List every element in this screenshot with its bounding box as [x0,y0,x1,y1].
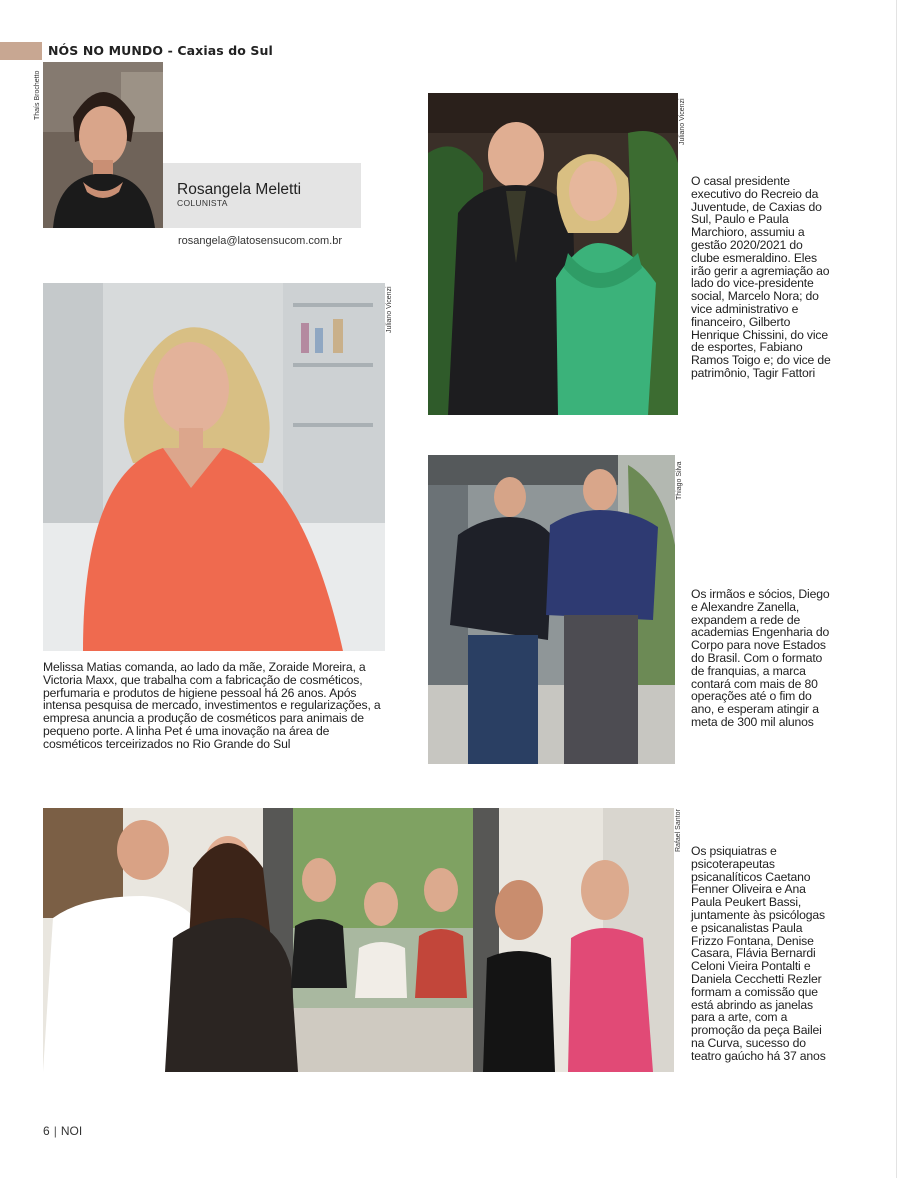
magazine-name: NOI [60,1124,83,1138]
section-tab-marker [0,42,42,60]
caption-melissa-matias: Melissa Matias comanda, ao lado da mãe, Zoraide Moreira, a Victoria Maxx, que trabalha com a fabricação de cosméticos, perfumaria e produtos de higiene pessoal há 26 anos. Após intensa pesquisa de mercado, investimentos e regularizações, a empresa anuncia a produção de cosméticos para animais de pequeno porte. A linha Pet é uma inovação na área de cosméticos terceirizados no Rio Grande do Sul [43,660,381,751]
caption-zanella: Os irmãos e sócios, Diego e Alexandre Zanella, expandem a rede de academias Engenharia do Corpo para nove Estados do Brasil. Com o formato de franquias, a marca contará com mais de 80 operações até o fim do ano, e esperam atingir a meta de 300 mil alunos [691,587,830,729]
photo-paulo-paula-marchioro [428,93,678,415]
photo-credit-3: Thiago Silva [676,461,683,500]
columnist-email[interactable]: rosangela@latosensucom.com.br [178,235,343,247]
photo-credit-4: Rafael Santor [675,809,682,852]
page-folio [43,1124,82,1138]
section-title: NÓS NO MUNDO [48,43,164,58]
photo-melissa-matias [43,283,385,651]
page-edge-rule [896,0,897,1178]
section-city: Caxias do Sul [177,43,273,58]
photo-credit-1: Juliano Vicenzi [386,286,393,333]
photo-credit-2: Juliano Vicenzi [679,98,686,145]
columnist-photo-credit: Thaís Brochetto [34,70,41,120]
caption-marchioro: O casal presidente executivo do Recreio da Juventude, de Caxias do Sul, Paulo e Paula Marchioro, assumiu a gestão 2020/2021 do clube esmeraldino. Eles irão gerir a agremiação ao lado do vice-presidente social, Marcelo Nora; do vice administrativo e financeiro, Gilberto Henrique Chissini, do vice de esportes, Fabiano Ramos Toigo e; do vice de patrimônio, Tagir Fattori [691,174,831,380]
caption-comissao: Os psiquiatras e psicoterapeutas psicanalíticos Caetano Fenner Oliveira e Ana Paula Peukert Bassi, juntamente às psicólogas e psicanalistas Paula Frizzo Fontana, Denise Casara, Flávia Bernardi Celoni Vieira Pontalti e Daniela Cecchetti Rezler formam a comissão que está abrindo as janelas para a arte, com a promoção da peça Bailei na Curva, sucesso do teatro gaúcho há 37 anos [691,844,826,1063]
page-number: 6 [43,1124,50,1138]
columnist-role: COLUNISTA [177,198,228,208]
photo-comissao-bailei-na-curva [43,808,674,1072]
columnist-portrait [43,62,163,228]
columnist-nameplate [163,163,361,228]
section-separator: - [167,43,173,58]
folio-separator: | [53,1124,57,1138]
section-header [48,43,273,58]
columnist-name: Rosangela Meletti [177,181,302,198]
photo-diego-alexandre-zanella [428,455,675,764]
